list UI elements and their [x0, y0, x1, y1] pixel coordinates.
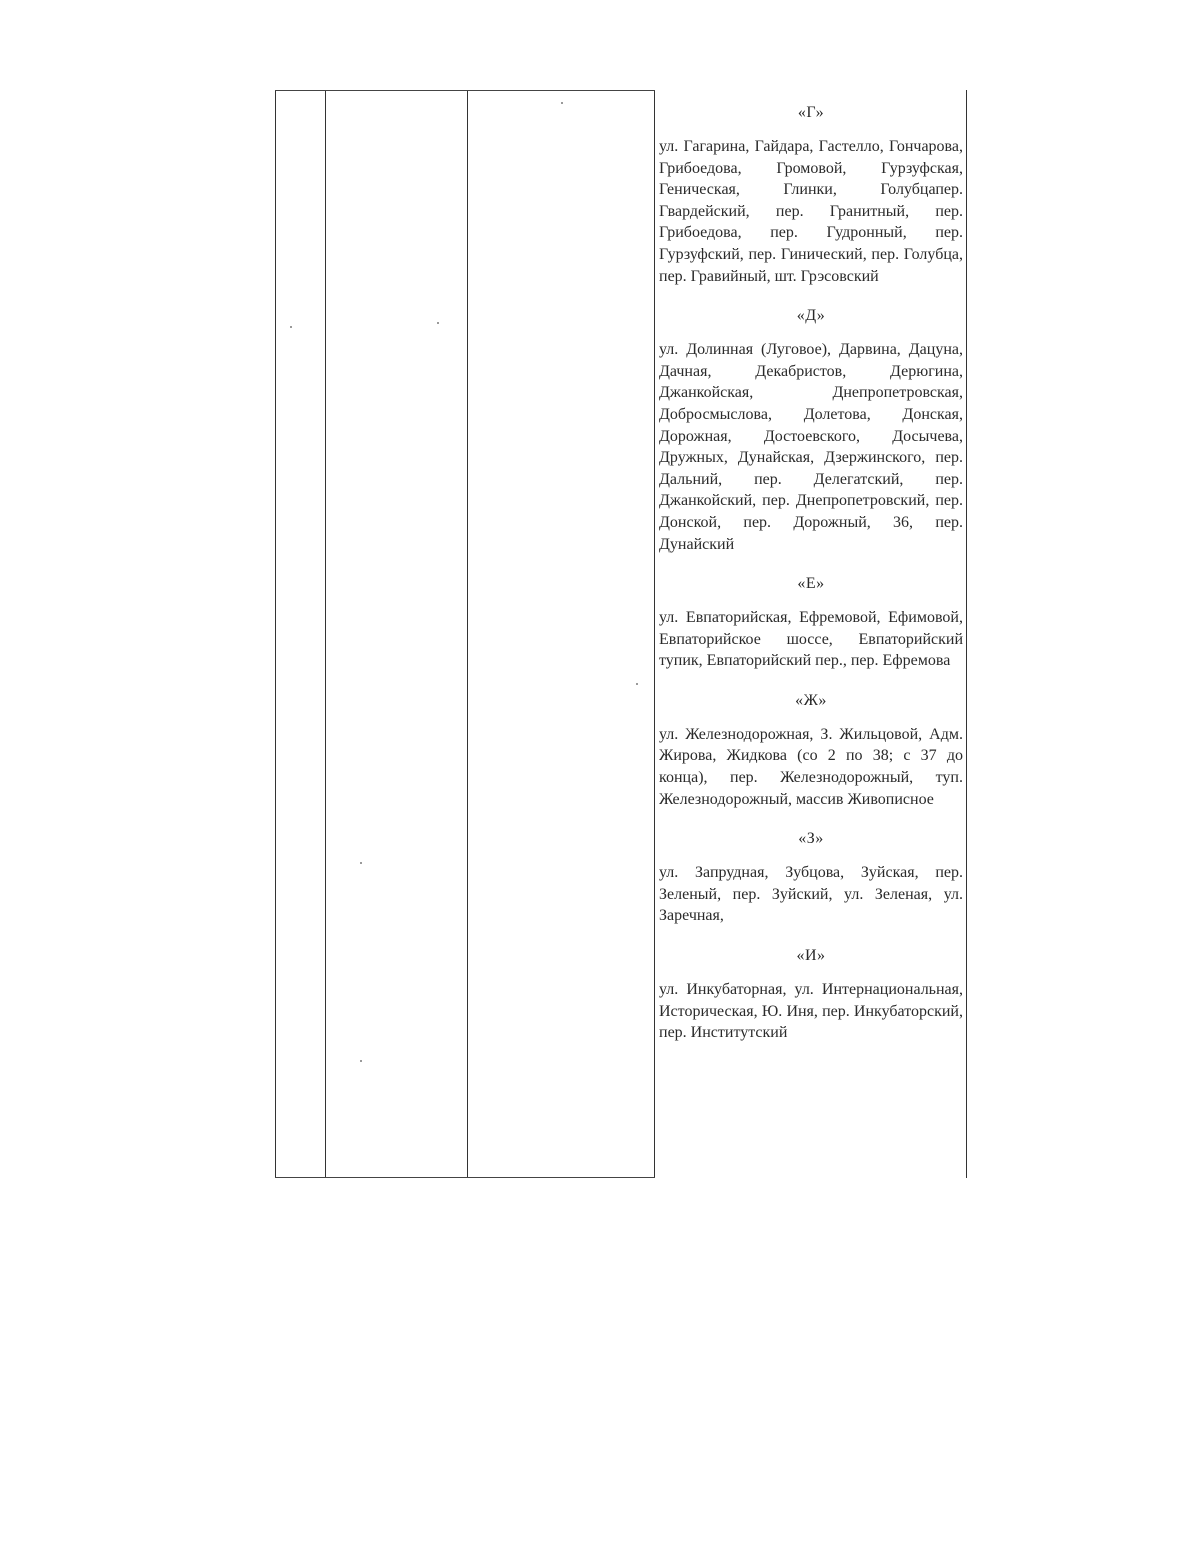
scan-speck — [360, 862, 362, 864]
section-letter: «Д» — [796, 307, 826, 325]
section-z — [659, 818, 963, 927]
section-streets: ул. Долинная (Луговое), Дарвина, Дацуна, Дачная, Декабристов, Дерюгина, Джанкойская, Днепропетровская, Добросмыслова, Долетова, Донская, Дорожная, Достоевского, Досычева, Дружных, Дунайская, Дзержинского, пер. Дальний, пер. Делегатский, пер. Джанкойский, пер. Днепропетровский, пер. Донской, пер. Дорожный, 36, пер. Дунайский — [659, 341, 963, 553]
scan-speck — [561, 102, 563, 104]
table-bottom-border — [275, 1177, 655, 1178]
section-zh — [659, 680, 963, 810]
section-letter: «Г» — [797, 104, 825, 121]
scan-speck — [636, 683, 638, 685]
column-border-1 — [275, 90, 276, 1178]
column-border-5 — [966, 90, 967, 1178]
scan-speck — [290, 326, 292, 328]
section-letter: «И» — [796, 947, 826, 965]
section-streets: ул. Евпаторийская, Ефремовой, Ефимовой, Евпаторийское шоссе, Евпаторийский тупик, Евпаторийский пер., пер. Ефремова — [659, 609, 963, 670]
scan-speck — [360, 1060, 362, 1062]
scan-speck — [437, 322, 439, 324]
column-border-4 — [654, 90, 655, 1178]
column-border-2 — [325, 90, 326, 1178]
section-streets: ул. Железнодорожная, З. Жильцовой, Адм. Жирова, Жидкова (со 2 по 38; с 37 до конца), пер. Железнодорожный, туп. Железнодорожный, массив Живописное — [659, 725, 963, 808]
section-streets: ул. Инкубаторная, ул. Интернациональная, Историческая, Ю. Иня, пер. Инкубаторский, пер. Институтский — [659, 981, 963, 1042]
section-letter: «Ж» — [795, 691, 827, 709]
section-letter: «Е» — [797, 575, 825, 593]
section-e — [659, 563, 963, 672]
table-top-border — [275, 90, 655, 91]
section-streets: ул. Гагарина, Гайдара, Гастелло, Гончарова, Грибоедова, Громовой, Гурзуфская, Геническая, Глинки, Голубцапер. Гвардейский, пер. Гранитный, пер. Грибоедова, пер. Гудронный, пер. Гурзуфский, пер. Гинический, пер. Голубца, пер. Гравийный, шт. Грэсовский — [659, 138, 963, 285]
section-d — [659, 295, 963, 555]
section-i — [659, 935, 963, 1044]
section-letter: «З» — [798, 830, 824, 848]
column-border-3 — [467, 90, 468, 1178]
section-streets: ул. Запрудная, Зубцова, Зуйская, пер. Зеленый, пер. Зуйский, ул. Зеленая, ул. Заречная, — [659, 864, 963, 925]
section-g — [659, 92, 963, 287]
street-list-column — [659, 92, 963, 1052]
